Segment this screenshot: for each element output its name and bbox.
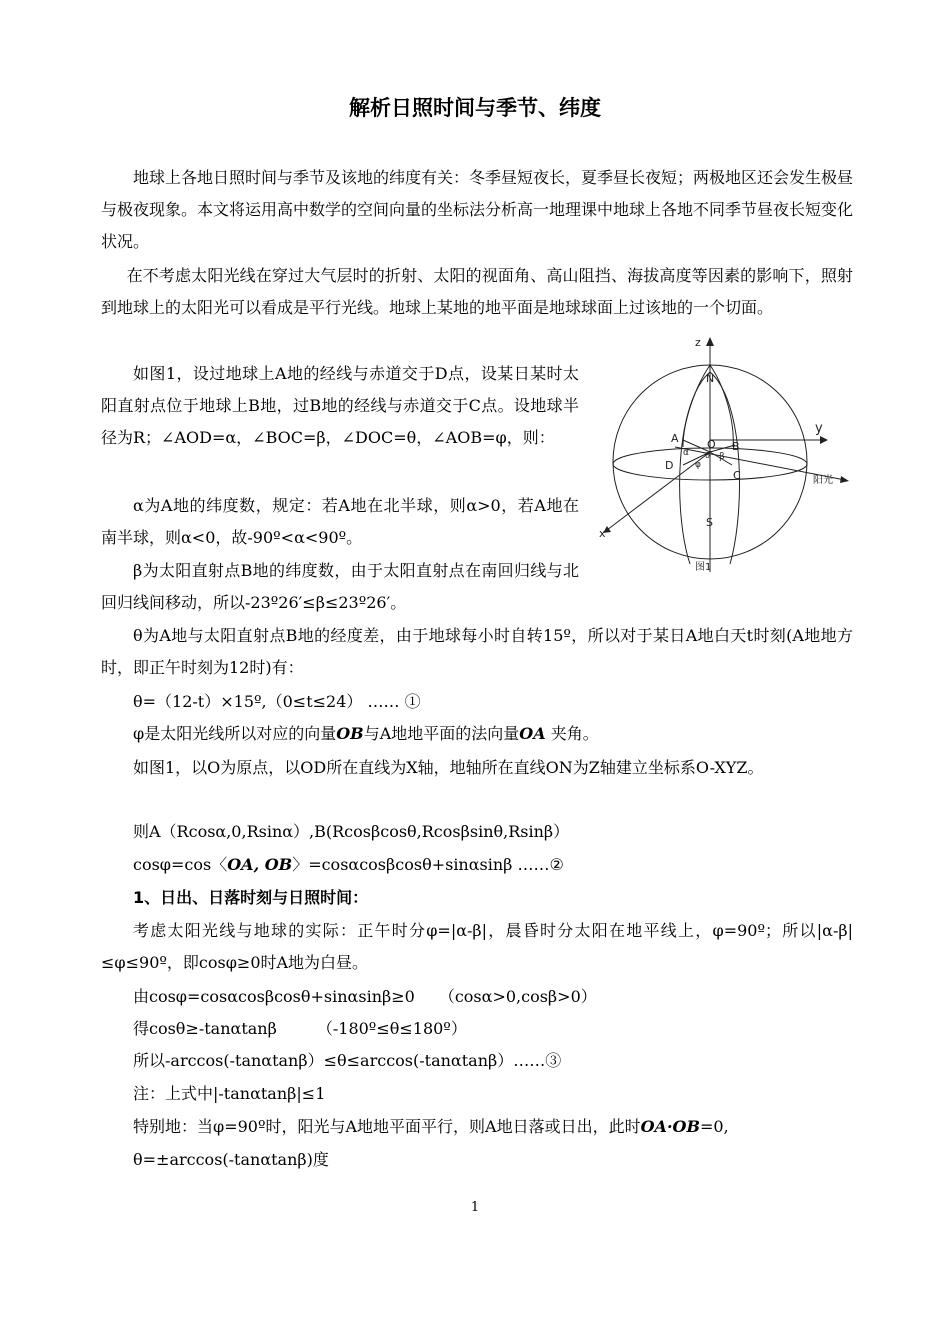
special-text-a: 特别地：当φ=90º时，阳光与A地地平面平行，则A地日落或日出，此时 xyxy=(133,1117,641,1136)
label-theta: θ xyxy=(705,451,710,460)
paragraph-assumptions: 在不考虑太阳光线在穿过大气层时的折射、太阳的视面角、高山阻挡、海拔高度等因素的影响下，照射到地球上的太阳光可以看成是平行光线。地球上某地的地平面是地球球面上过该地的一个切面。 xyxy=(101,266,853,317)
label-a: A xyxy=(671,432,679,445)
figure-1 xyxy=(595,332,855,582)
vector-ob: OB xyxy=(336,724,364,743)
paragraph-special-case xyxy=(133,1111,729,1143)
sunlight-arrow xyxy=(840,476,849,483)
paragraph-figure-setup: 如图1，设过地球上A地的经线与赤道交于D点，设某日某时太阳直射点位于地球上B地，过B地的经线与赤道交于C点。设地球半径为R；∠AOD=α，∠BOC=β，∠DOC=θ，∠AOB=φ，则： xyxy=(101,364,579,447)
vector-oa: OA xyxy=(519,724,546,743)
section-heading-1: 1、日出、日落时刻与日照时间： xyxy=(133,888,369,907)
eq2-text-a: cosφ=cos〈 xyxy=(133,855,228,874)
label-alpha: α xyxy=(683,448,689,458)
equation-3: 由cosφ=cosαcosβcosθ+sinαsinβ≥0 （cosα>0,cosβ>0） xyxy=(133,987,597,1006)
paragraph-theta: θ为A地与太阳直射点B地的经度差，由于地球每小时自转15º，所以对于某日A地白天t时刻(A地地方时，即正午时刻为12时)有： xyxy=(101,626,853,677)
label-o: O xyxy=(707,438,716,451)
label-phi: φ xyxy=(695,460,701,470)
vector-oa-ob: OA, OB xyxy=(227,855,293,874)
eq2-text-b: 〉=cosαcosβcosθ+sinαsinβ ……② xyxy=(292,855,564,874)
paragraph-coordinate-system: 如图1，以O为原点，以OD所在直线为X轴，地轴所在直线ON为Z轴建立坐标系O-XYZ。 xyxy=(133,758,764,777)
label-beta: β xyxy=(719,452,725,462)
z-arrow xyxy=(706,337,714,346)
phi-text-c: 夹角。 xyxy=(545,724,599,743)
theta-result: θ=±arccos(-tanαtanβ)度 xyxy=(133,1150,329,1169)
label-y: y xyxy=(815,421,823,436)
label-z: z xyxy=(695,336,701,349)
y-arrow xyxy=(820,436,828,444)
coordinates-line: 则A（Rcosα,0,Rsinα）,B(Rcosβcosθ,Rcosβsinθ,Rsinβ） xyxy=(133,822,570,841)
phi-text-a: φ是太阳光线所以对应的向量 xyxy=(133,724,337,743)
figure-caption: 图1 xyxy=(695,562,712,573)
page-title: 解析日照时间与季节、纬度 xyxy=(349,96,601,120)
equation-1: θ=（12-t）×15º,（0≤t≤24） …… ① xyxy=(133,692,421,711)
vector-dot-product: OA·OB xyxy=(640,1117,700,1136)
note-line: 注：上式中|-tanαtanβ|≤1 xyxy=(133,1084,326,1103)
label-d: D xyxy=(665,459,674,472)
equation-4: 得cosθ≥-tanαtanβ （-180º≤θ≤180º） xyxy=(133,1019,467,1038)
label-x: x xyxy=(599,527,606,540)
page-number: 1 xyxy=(470,1200,480,1215)
paragraph-phi xyxy=(133,718,599,750)
label-n: N xyxy=(706,372,715,385)
label-sunlight: 阳光 xyxy=(813,475,833,486)
meridian-b xyxy=(710,372,740,564)
special-text-b: =0, xyxy=(700,1117,729,1136)
paragraph-daylight-condition: 考虑太阳光线与地球的实际：正午时分φ=|α-β|，晨昏时分太阳在地平线上，φ=90º；所以|α-β|≤φ≤90º，即cosφ≥0时A地为白昼。 xyxy=(101,921,853,972)
label-s: S xyxy=(706,516,713,529)
label-b: B xyxy=(732,440,740,453)
earth-diagram xyxy=(595,332,855,582)
equation-5: 所以-arccos(-tanαtanβ）≤θ≤arccos(-tanαtanβ）……③ xyxy=(133,1051,562,1070)
equation-2 xyxy=(133,849,564,881)
paragraph-intro: 地球上各地日照时间与季节及该地的纬度有关：冬季昼短夜长，夏季昼长夜短；两极地区还会发生极昼与极夜现象。本文将运用高中数学的空间向量的坐标法分析高一地理课中地球上各地不同季节昼夜长短变化状况。 xyxy=(101,168,854,251)
label-c: C xyxy=(733,469,741,482)
phi-text-b: 与A地地平面的法向量 xyxy=(363,724,520,743)
paragraph-beta: β为太阳直射点B地的纬度数，由于太阳直射点在南回归线与北回归线间移动，所以-23º26′≤β≤23º26′。 xyxy=(101,561,579,612)
paragraph-alpha: α为A地的纬度数，规定：若A地在北半球，则α>0，若A地在南半球，则α<0，故-90º<α<90º。 xyxy=(101,496,579,547)
